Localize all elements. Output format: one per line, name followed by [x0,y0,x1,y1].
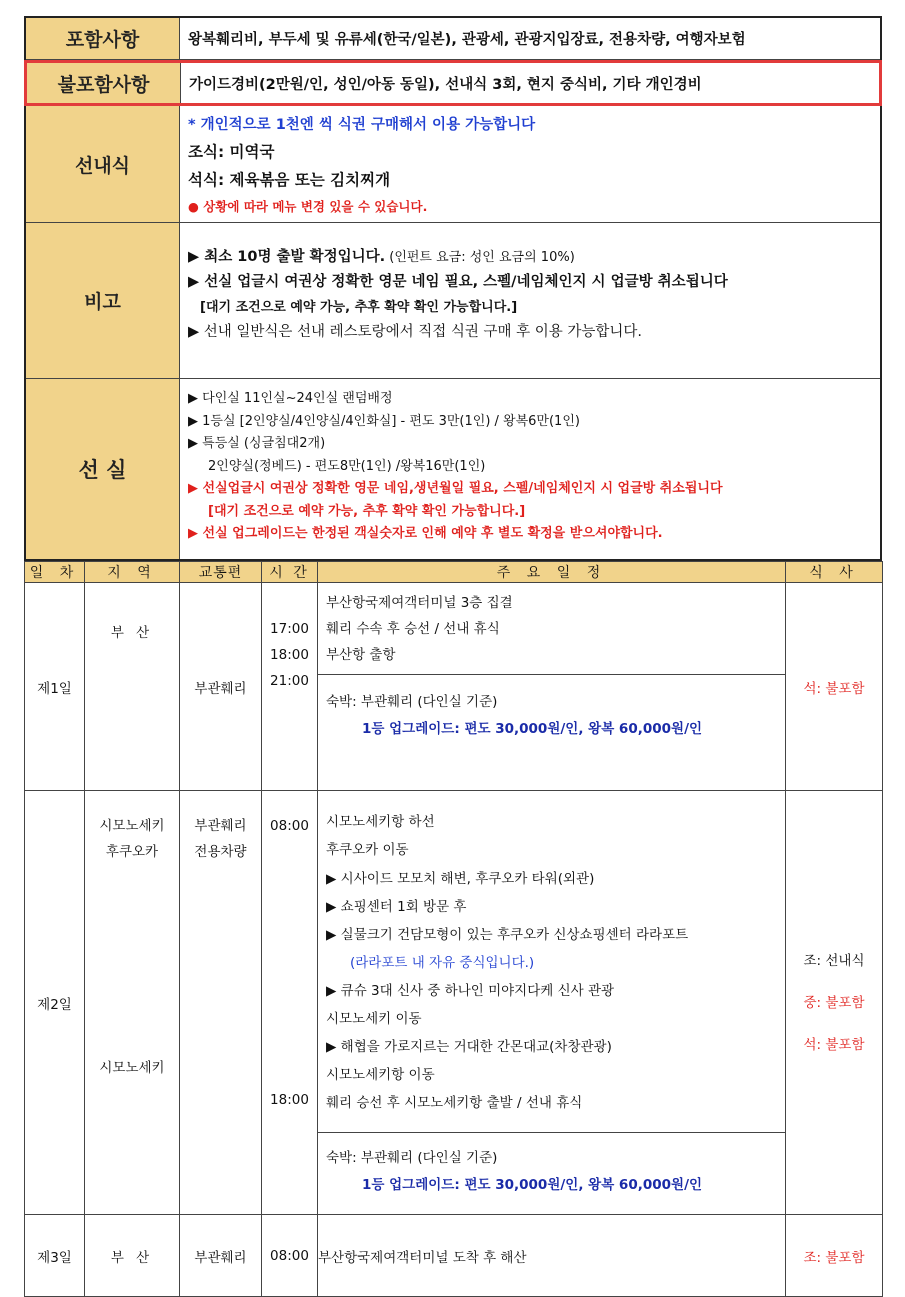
meals-ticket-note: * 개인적으로 1천엔 씩 식권 구매해서 이용 가능합니다 [188,117,536,133]
excluded-row [24,60,882,106]
day2-stay-box [318,1132,785,1214]
day3-item: 부산항국제여객터미널 도착 후 해산 [318,1215,786,1297]
included-label: 포함사항 [26,18,180,59]
day3-label: 제3일 [25,1215,85,1297]
header-area: 지 역 [85,562,180,583]
meals-change-note: ● 상황에 따라 메뉴 변경 있을 수 있습니다. [188,199,428,214]
day2-item-5: ▶ 실물크기 건담모형이 있는 후쿠오카 신상쇼핑센터 라라포트 [326,927,689,943]
day2-area-3: 시모노세키 [99,1060,165,1076]
day2-times [262,791,318,1215]
day1-time-1: 17:00 [270,621,309,637]
meals-content [180,106,880,222]
notes-line-3: [대기 조건으로 예약 가능, 추후 확약 확인 가능합니다.] [200,300,518,315]
day2-meal-dinner: 석: 불포함 [803,1036,865,1053]
day2-meal-lunch: 중: 불포함 [803,994,865,1011]
cabins-red-line-1: ▶ 선실업글시 여권상 정확한 영문 네임,생년월일 필요, 스펠/네임체인지 시 업글방 취소됩니다 [188,481,723,496]
day1-time-2: 18:00 [270,647,309,663]
day2-item-3: ▶ 시사이드 모모치 해변, 후쿠오카 타워(외관) [326,871,595,887]
meals-dinner: 석식: 제육볶음 또는 김치찌개 [188,171,391,189]
day2-label: 제2일 [25,791,85,1215]
header-meal: 식 사 [786,562,883,583]
schedule-header-row [25,562,883,583]
day2-items [318,791,785,1132]
notes-content [180,223,880,378]
cabins-line-1: ▶ 다인실 11인실~24인실 랜덤배정 [188,391,393,406]
day2-area [85,791,180,1215]
day1-times [262,583,318,791]
meals-row [26,106,880,223]
day2-meal-breakfast: 조: 선내식 [803,952,865,969]
day2-transport-1: 부관훼리 [194,818,247,834]
notes-label: 비고 [26,223,180,378]
day3-area: 부 산 [85,1215,180,1297]
day2-area-1: 시모노세키 [99,818,165,834]
header-time: 시 간 [262,562,318,583]
header-day: 일 차 [25,562,85,583]
day3-meal: 조: 불포함 [786,1215,883,1297]
cabins-line-2: ▶ 1등실 [2인양실/4인양실/4인화실] - 편도 3만(1인) / 왕복6만(1인) [188,413,580,429]
cabins-row [26,379,880,561]
notes-line-4: ▶ 선내 일반식은 선내 레스토랑에서 직접 식권 구매 후 이용 가능합니다. [188,324,643,340]
day1-item-3: 부산항 출항 [326,647,396,663]
day1-itinerary [318,583,786,791]
day2-item-1: 시모노세키항 하선 [326,814,435,830]
day1-transport: 부관훼리 [180,583,262,791]
day2-time-2: 18:00 [270,1092,309,1108]
info-grid [24,16,882,561]
cabins-label: 선 실 [26,379,180,559]
day2-area-2: 후쿠오카 [105,844,159,860]
day1-stay: 숙박: 부관훼리 (다인실 기준) [326,694,498,710]
day2-upgrade: 1등 업그레이드: 편도 30,000원/인, 왕복 60,000원/인 [362,1177,703,1193]
day2-item-9: ▶ 해협을 가로지르는 거대한 간몬대교(차창관광) [326,1039,612,1055]
day2-item-4: ▶ 쇼핑센터 1회 방문 후 [326,899,467,915]
day1-stay-box [318,674,785,780]
day2-item-7: ▶ 큐슈 3대 신사 중 하나인 미야지다케 신사 관광 [326,983,615,999]
day2-row [25,791,883,1215]
day3-time: 08:00 [262,1215,318,1297]
cabins-line-4: 2인양실(정베드) - 편도8만(1인) /왕복16만(1인) [208,458,486,474]
day1-item-2: 훼리 수속 후 승선 / 선내 휴식 [326,621,500,637]
day1-item-1: 부산항국제여객터미널 3층 집결 [326,595,513,611]
day1-row [25,583,883,791]
day3-row [25,1215,883,1297]
day2-stay: 숙박: 부관훼리 (다인실 기준) [326,1150,498,1166]
included-text: 왕복훼리비, 부두세 및 유류세(한국/일본), 관광세, 관광지입장료, 전용차량, 여행자보험 [188,32,746,48]
notes-line-1-bold: ▶ 최소 10명 출발 확정입니다. [188,249,386,265]
included-row [26,18,880,60]
cabins-content [180,379,880,559]
excluded-label: 불포함사항 [27,63,181,103]
day1-items [318,583,785,674]
header-itinerary: 주 요 일 정 [318,562,786,583]
notes-row [26,223,880,379]
cabins-line-3: ▶ 특등실 (싱글침대2개) [188,436,326,451]
day1-area: 부 산 [85,583,180,791]
notes-line-1-rest: (인펀트 요금: 성인 요금의 10%) [385,250,575,265]
day2-item-6: (라라포트 내 자유 중식입니다.) [350,955,535,971]
day2-time-1: 08:00 [270,818,309,834]
day3-transport: 부관훼리 [180,1215,262,1297]
day2-item-2: 후쿠오카 이동 [326,842,409,858]
meals-breakfast: 조식: 미역국 [188,143,275,161]
notes-line-1 [188,245,872,270]
cabins-red-line-3: ▶ 선실 업그레이드는 한정된 객실숫자로 인해 예약 후 별도 확정을 받으셔야합니다. [188,526,663,541]
day2-meals [786,791,883,1215]
day2-item-10: 시모노세키항 이동 [326,1067,435,1083]
day1-upgrade: 1등 업그레이드: 편도 30,000원/인, 왕복 60,000원/인 [362,721,703,737]
day2-transport [180,791,262,1215]
tour-document [24,16,882,1297]
cabins-red-line-2: [대기 조건으로 예약 가능, 추후 확약 확인 가능합니다.] [208,503,526,519]
excluded-text: 가이드경비(2만원/인, 성인/아동 동일), 선내식 3회, 현지 중식비, 기타 개인경비 [189,76,702,93]
day2-item-8: 시모노세키 이동 [326,1011,422,1027]
day2-itinerary [318,791,786,1215]
day1-label: 제1일 [25,583,85,791]
day2-transport-2: 전용차량 [194,844,247,860]
notes-line-2: ▶ 선실 업글시 여권상 정확한 영문 네임 필요, 스펠/네임체인지 시 업글방 취소됩니다 [188,274,728,290]
schedule-table [24,561,883,1297]
header-transport: 교통편 [180,562,262,583]
day2-item-11: 훼리 승선 후 시모노세키항 출발 / 선내 휴식 [326,1095,583,1111]
day1-meal: 석: 불포함 [786,583,883,791]
meals-label: 선내식 [26,106,180,222]
day1-time-3: 21:00 [270,673,309,689]
